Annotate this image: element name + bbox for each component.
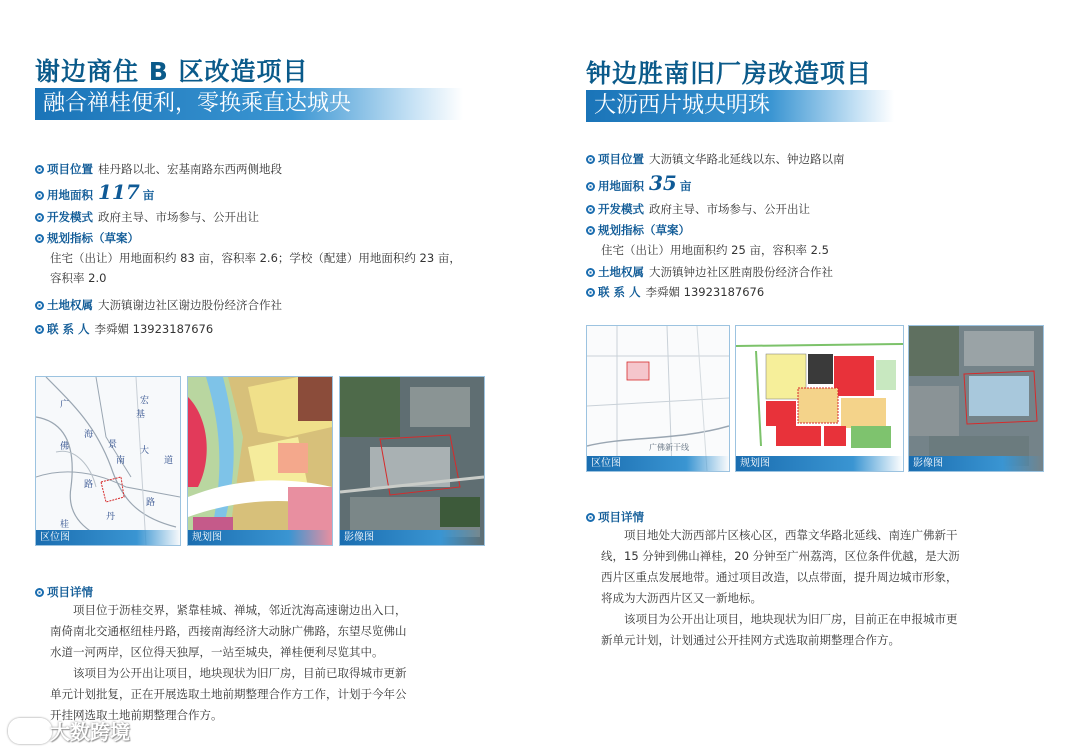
caption-plan: 规划图 [736,456,903,471]
map-char: 基 [136,410,146,420]
detail-line: 项目位于沥桂交界，紧靠桂城、禅城，邻近沈海高速谢边出入口， [73,603,407,617]
right-location-row [586,151,845,167]
bullet-icon [586,268,595,277]
right-plan-map [735,325,904,472]
owner-value: 大沥镇谢边社区谢边股份经济合作社 [98,298,282,312]
bullet-icon [35,234,44,243]
map-char: 路 [146,498,156,508]
watermark-logo [8,718,52,744]
left-area-row [35,180,154,204]
contact-label: 联 系 人 [598,285,641,299]
map-char: 宏 [140,396,150,406]
map-char: 桂 [60,520,70,530]
left-location-row [35,161,282,177]
location-label: 项目位置 [598,152,644,166]
contact-value: 李舜媚 13923187676 [94,322,214,336]
map-char: 广 [60,400,70,410]
right-owner-row [586,264,833,280]
bullet-icon [586,182,595,191]
area-value: 35 [649,171,677,195]
left-location-map [35,376,181,546]
detail-line: 南倚南北交通枢纽桂丹路，西接南海经济大动脉广佛路，东望尽览佛山 [50,624,407,638]
owner-label: 土地权属 [598,265,644,279]
location-label: 项目位置 [47,162,93,176]
left-mode-row [35,209,259,225]
right-detail-text [601,525,1001,651]
area-value: 117 [98,180,140,204]
mode-label: 开发模式 [47,210,93,224]
left-aerial-image [339,376,485,546]
bullet-icon [586,513,595,522]
left-contact-row [35,321,213,337]
contact-value: 李舜媚 13923187676 [645,285,765,299]
map-char: 景 [108,440,118,450]
aerial-drawing [909,326,1043,471]
detail-line: 该项目为公开出让项目，地块现状为旧厂房，目前正在申报城市更 [624,612,958,626]
caption-aerial: 影像图 [340,530,484,545]
map-char: 大 [140,446,150,456]
left-banner: 融合禅桂便利，零换乘直达城央 [35,88,463,120]
plan-label: 规划指标（草案） [47,231,139,245]
caption-location: 区位图 [587,456,729,471]
bullet-icon [35,165,44,174]
right-detail-heading [586,509,649,525]
left-plan-line2: 容积率 2.0 [50,271,107,285]
bullet-icon [35,325,44,334]
bullet-icon [35,213,44,222]
detail-line: 水道一河两岸，区位得天独厚，一站至城央，禅桂便利尽览其中。 [50,645,384,659]
right-aerial-image [908,325,1044,472]
detail-line: 新单元计划，计划通过公开挂网方式选取前期整理合作方。 [601,633,900,647]
caption-plan: 规划图 [188,530,332,545]
plan-label: 规划指标（草案） [598,223,690,237]
bullet-icon [586,288,595,297]
aerial-drawing [340,377,484,545]
mode-value: 政府主导、市场参与、公开出让 [98,210,259,224]
left-owner-row [35,297,282,313]
bullet-icon [586,226,595,235]
bullet-icon [35,588,44,597]
bullet-icon [586,205,595,214]
area-label: 用地面积 [598,179,644,193]
map-road-label: 广佛新干线 [649,443,689,452]
right-plan-row [586,222,695,238]
bullet-icon [586,155,595,164]
watermark: 大数跨境 [50,720,130,744]
detail-line: 项目地处大沥西部片区核心区，西靠文华路北延线、南连广佛新干 [624,528,958,542]
area-label: 用地面积 [47,188,93,202]
owner-value: 大沥镇钟边社区胜南股份经济合作社 [649,265,833,279]
caption-aerial: 影像图 [909,456,1043,471]
right-location-map [586,325,730,472]
map-char: 海 [84,430,94,440]
map-char: 南 [116,456,126,466]
right-contact-row [586,284,764,300]
left-plan-row [35,230,144,246]
plan-map-drawing [188,377,332,545]
bullet-icon [35,191,44,200]
bullet-icon [35,301,44,310]
location-value: 大沥镇文华路北延线以东、钟边路以南 [649,152,845,166]
left-detail-text [50,600,450,726]
location-value: 桂丹路以北、宏基南路东西两侧地段 [98,162,282,176]
right-plan-line1: 住宅（出让）用地面积约 25 亩，容积率 2.5 [601,243,829,257]
mode-label: 开发模式 [598,202,644,216]
right-title: 钟边胜南旧厂房改造项目 [586,59,873,88]
map-char: 佛 [60,442,70,452]
right-area-row [586,171,691,195]
detail-label: 项目详情 [47,585,93,599]
caption-location: 区位图 [36,530,180,545]
map-char: 路 [84,480,94,490]
area-unit: 亩 [679,179,692,193]
map-char: 道 [164,456,174,466]
left-plan-map [187,376,333,546]
detail-line: 西片区重点发展地带。通过项目改造，以点带面，提升周边城市形象， [601,570,958,584]
detail-label: 项目详情 [598,510,644,524]
left-title: 谢边商住 B 区改造项目 [35,57,309,86]
right-mode-row [586,201,810,217]
owner-label: 土地权属 [47,298,93,312]
map-char: 丹 [106,512,116,522]
mode-value: 政府主导、市场参与、公开出让 [649,202,810,216]
contact-label: 联 系 人 [47,322,90,336]
detail-line: 开挂网选取土地前期整理合作方。 [50,708,223,722]
left-detail-heading [35,584,98,600]
detail-line: 单元计划批复，正在开展选取土地前期整理合作方工作，计划于今年公 [50,687,407,701]
detail-line: 该项目为公开出让项目，地块现状为旧厂房，目前已取得城市更新 [73,666,407,680]
left-plan-line1: 住宅（出让）用地面积约 83 亩，容积率 2.6；学校（配建）用地面积约 23 亩， [50,251,461,265]
area-unit: 亩 [142,188,155,202]
detail-line: 线，15 分钟到佛山禅桂，20 分钟至广州荔湾，区位条件优越，是大沥 [601,549,960,563]
detail-line: 将成为大沥西片区又一新地标。 [601,591,762,605]
right-banner: 大沥西片城央明珠 [586,90,894,122]
plan-map-drawing [736,326,903,471]
